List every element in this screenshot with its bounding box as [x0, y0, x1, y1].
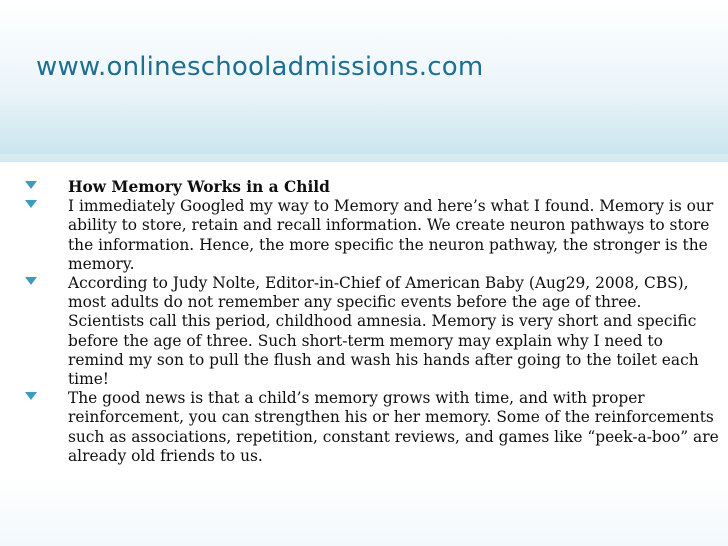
title-glow — [0, 96, 728, 154]
bullet-item — [20, 274, 720, 389]
bullet-text: The good news is that a child’s memory grows with time, and with proper reinforcement, you can strengthen his or her memory. Some of the reinforcements such as associations, repetition, constant reviews, and games like “peek-a-boo” are already old friends to us. — [68, 389, 719, 465]
bullet-item — [20, 197, 720, 274]
bullet-marker-icon — [25, 277, 37, 285]
bullet-text: How Memory Works in a Child — [68, 178, 330, 196]
bullet-marker-icon — [25, 181, 37, 189]
bullet-marker-icon — [25, 200, 37, 208]
bullet-item — [20, 178, 720, 197]
bullet-text: I immediately Googled my way to Memory and here’s what I found. Memory is our ability to store, retain and recall information. We create neuron pathways to store the information. Hence, the more specific the neuron pathway, the stronger is the memory. — [68, 197, 714, 273]
bullet-item — [20, 389, 720, 466]
bullet-text: According to Judy Nolte, Editor-in-Chief of American Baby (Aug29, 2008, CBS), most adults do not remember any specific events before the age of three. Scientists call this period, childhood amnesia. Memory is very short and specific before the age of three. Such short-term memory may explain why I need to remind my son to pull the flush and wash his hands after going to the toilet each time! — [68, 274, 699, 389]
bullet-marker-icon — [25, 392, 37, 400]
bullet-list — [20, 178, 720, 466]
slide-title: www.onlineschooladmissions.com — [36, 52, 484, 82]
